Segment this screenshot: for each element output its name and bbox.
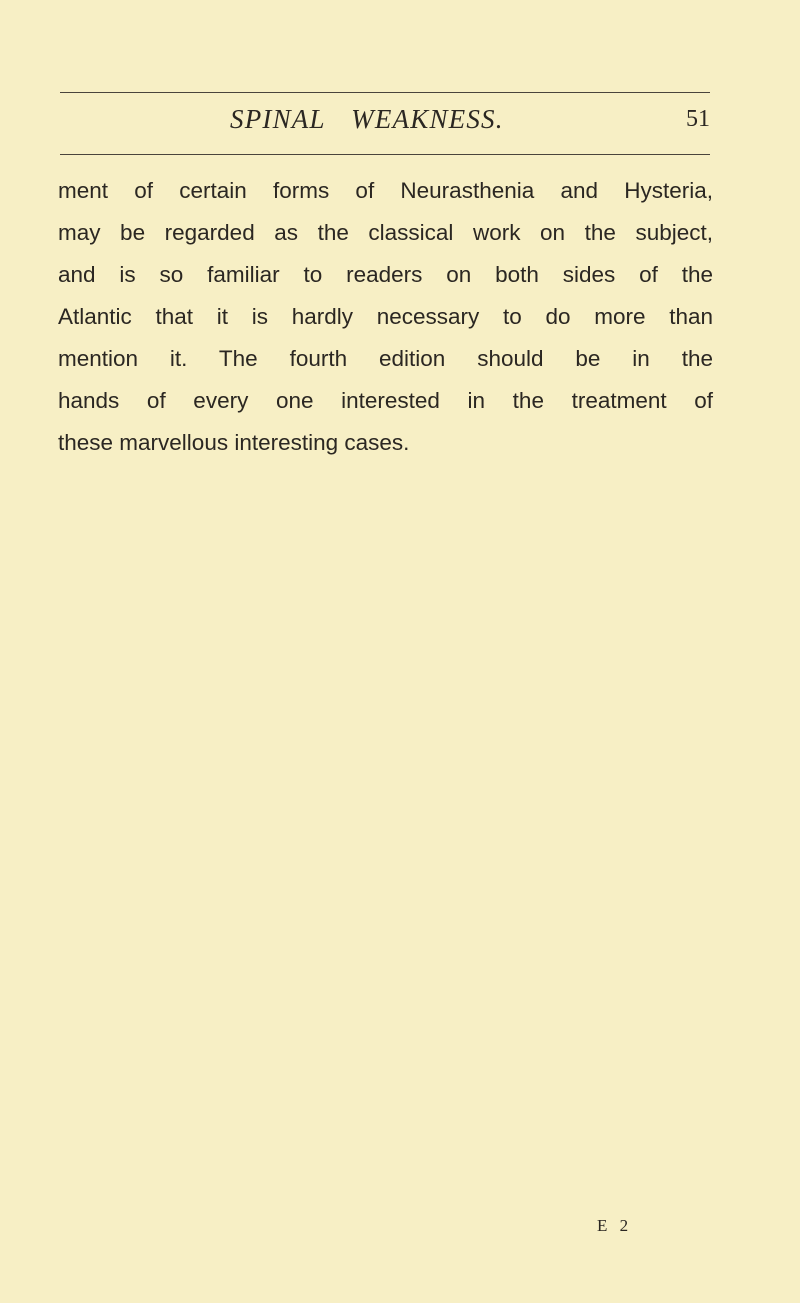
body-paragraph: [58, 170, 713, 464]
page-number: 51: [686, 106, 710, 132]
text-line: hands of every one interested in the treatment of: [58, 388, 713, 413]
text-line: Atlantic that it is hardly necessary to do more than: [58, 304, 713, 329]
header-top-rule: [60, 92, 710, 93]
text-line: may be regarded as the classical work on the subject,: [58, 220, 713, 245]
text-line: these marvellous interesting cases.: [58, 430, 410, 455]
text-line: ment of certain forms of Neurasthenia and Hysteria,: [58, 178, 713, 203]
running-head: [60, 104, 710, 140]
text-line: and is so familiar to readers on both sides of the: [58, 262, 713, 287]
signature-mark: E 2: [597, 1216, 633, 1235]
running-title: SPINAL WEAKNESS.: [230, 104, 504, 134]
header-bottom-rule: [60, 154, 710, 155]
text-line: mention it. The fourth edition should be in the: [58, 346, 713, 371]
